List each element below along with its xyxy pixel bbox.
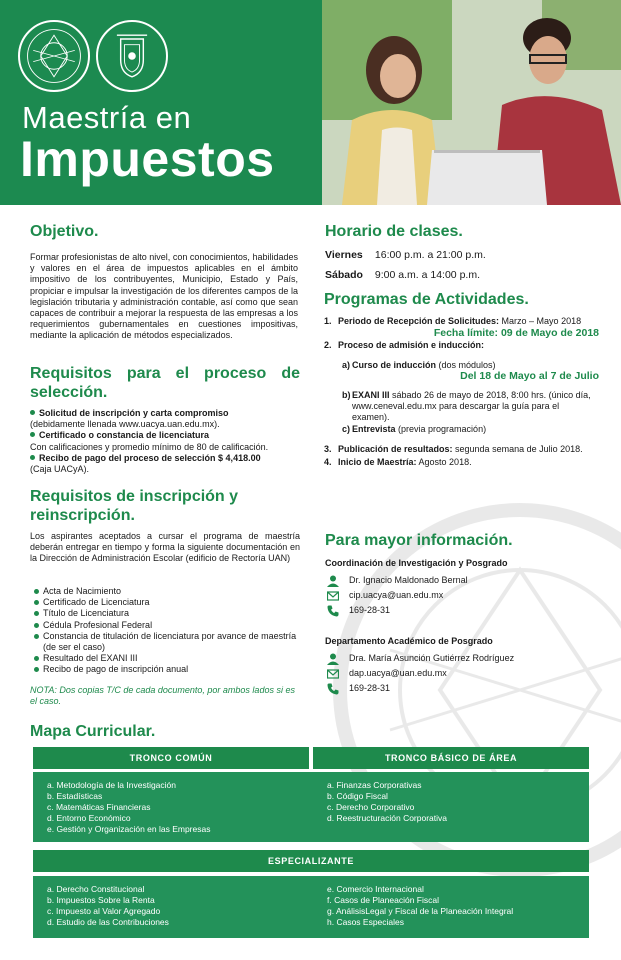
horario-title: Horario de clases.	[325, 223, 463, 240]
list-item-detail: (Caja UACyA).	[30, 464, 90, 475]
list-item: Resultado del EXANI III	[34, 653, 304, 664]
person-icon	[327, 575, 349, 587]
contact-phone: 169-28-31	[325, 681, 605, 696]
tronco-comun-header: TRONCO COMÚN	[33, 747, 309, 769]
list-item: Título de Licenciatura	[34, 608, 304, 619]
especializante-panel	[33, 876, 589, 938]
header-green-panel	[0, 0, 322, 205]
program-title-line2: Impuestos	[20, 131, 275, 187]
contact-person: Dr. Ignacio Maldonado Bernal	[325, 573, 605, 588]
list-item: h. Casos Especiales	[327, 917, 405, 927]
horario-time: 16:00 p.m. a 21:00 p.m.	[374, 249, 486, 261]
tronco-comun-list	[47, 780, 307, 835]
list-subitem: a) Curso de inducción (dos módulos)	[342, 359, 496, 370]
list-item: b. Estadísticas	[47, 791, 103, 801]
horario-time: 9:00 a.m. a 14:00 p.m.	[374, 269, 480, 281]
list-item: c. Matemáticas Financieras	[47, 802, 151, 812]
contact-person: Dra. María Asunción Gutiérrez Rodríguez	[325, 651, 605, 666]
list-item: Acta de Nacimiento	[34, 586, 304, 597]
students-photo	[322, 0, 621, 205]
bullet-icon	[34, 589, 39, 594]
unidad-academica-seal-logo	[18, 20, 90, 92]
list-item: c. Impuesto al Valor Agregado	[47, 906, 161, 916]
list-item: f. Casos de Planeación Fiscal	[327, 895, 439, 905]
list-item: 2. Proceso de admisión e inducción:	[324, 340, 485, 351]
list-item: Certificado o constancia de licenciatura	[30, 430, 300, 441]
programa-title: Programas de Actividades.	[324, 291, 529, 308]
list-item: a. Metodología de la Investigación	[47, 780, 177, 790]
especializante-header: ESPECIALIZANTE	[33, 850, 589, 872]
header-banner	[0, 0, 621, 205]
list-item: 4. Inicio de Maestría: Agosto 2018.	[324, 457, 472, 468]
dept-name: Coordinación de Investigación y Posgrado	[325, 558, 508, 568]
tronco-basico-list	[327, 780, 587, 824]
bullet-icon	[34, 623, 39, 628]
bullet-icon	[34, 667, 39, 672]
especializante-list-right	[327, 884, 587, 928]
horario-block	[325, 245, 486, 285]
tronco-panel	[33, 772, 589, 842]
bullet-icon	[30, 410, 35, 415]
req-inscripcion-title: Requisitos de inscripción y reinscripción.	[30, 488, 239, 524]
especializante-list-left	[47, 884, 307, 928]
horario-day: Sábado	[325, 269, 363, 281]
objetivo-title: Objetivo.	[30, 223, 99, 240]
list-item: a. Finanzas Corporativas	[327, 780, 422, 790]
objetivo-text: Formar profesionistas de alto nivel, con conocimientos, habilidades y valores en el área de impuestos aplicables en el ámbito impositivo de los contribuyentes, Municipio, Estado y País, propiciar e impulsar la investigación de los diferentes campos de la legislación tributaria y administración contable, así como que sean capaces de contribuir a mejorar la respuesta de las empresas a los requerimientos gubernamentales en cuestiones impositivas, mediante la aplicación de métodos especializados.	[30, 252, 298, 341]
list-item: a. Derecho Constitucional	[47, 884, 145, 894]
list-item: e. Gestión y Organización en las Empresas	[47, 824, 211, 834]
phone-icon	[327, 605, 349, 617]
list-item: d. Reestructuración Corporativa	[327, 813, 448, 823]
list-item: c. Derecho Corporativo	[327, 802, 415, 812]
list-item: Certificado de Licenciatura	[34, 597, 304, 608]
list-item: Cédula Profesional Federal	[34, 620, 304, 631]
list-subitem: c) Entrevista (previa programación)	[342, 423, 487, 434]
list-item: Constancia de titulación de licenciatura por avance de maestría (de ser el caso)	[34, 631, 304, 653]
bullet-icon	[34, 634, 39, 639]
list-item: d. Entorno Económico	[47, 813, 131, 823]
list-item: b. Impuestos Sobre la Renta	[47, 895, 155, 905]
req-proceso-list	[30, 408, 300, 475]
req-inscripcion-text: Los aspirantes aceptados a cursar el programa de maestría deberán entregar en tiempo y forma la siguiente documentación en la Dirección de Administración Escolar (edificio de Rectoría UAN)	[30, 531, 300, 564]
list-item-detail: Con calificaciones y promedio mínimo de 80 de calificación.	[30, 441, 269, 452]
list-item: Recibo de pago de inscripción anual	[34, 664, 304, 675]
req-inscripcion-list	[34, 586, 304, 676]
mapa-title: Mapa Curricular.	[30, 723, 156, 740]
horario-day: Viernes	[325, 249, 363, 261]
list-item: 1. Periodo de Recepción de Solicitudes: Marzo – Mayo 2018	[324, 316, 582, 326]
req-proceso-title: Requisitos para el proceso de selección.	[30, 365, 300, 401]
bullet-icon	[30, 432, 35, 437]
envelope-icon	[327, 668, 349, 680]
bullet-icon	[34, 611, 39, 616]
list-item: Solicitud de inscripción y carta compromiso	[30, 408, 300, 419]
university-coat-of-arms-logo	[96, 20, 168, 92]
bullet-icon	[30, 455, 35, 460]
person-icon	[327, 653, 349, 665]
programa-list	[324, 316, 599, 468]
program-title-line1: Maestría en	[22, 100, 192, 135]
list-item: e. Comercio Internacional	[327, 884, 424, 894]
dept-name: Departamento Académico de Posgrado	[325, 636, 493, 647]
contact-email[interactable]: cip.uacya@uan.edu.mx	[325, 588, 605, 603]
contact-block	[325, 558, 605, 696]
info-title: Para mayor información.	[325, 532, 513, 549]
list-subitem: b) EXANI III sábado 26 de mayo de 2018, 8:00 hrs. (único día, www.ceneval.edu.mx para descargar la guía para el examen).	[342, 390, 591, 423]
bullet-icon	[34, 656, 39, 661]
list-item: d. Estudio de las Contribuciones	[47, 917, 169, 927]
tronco-basico-header: TRONCO BÁSICO DE ÁREA	[313, 747, 589, 769]
deadline-text: Fecha límite: 09 de Mayo de 2018	[433, 327, 599, 340]
list-item: Recibo de pago del proceso de selección $ 4,418.00	[30, 453, 300, 464]
list-item: b. Código Fiscal	[327, 791, 388, 801]
bullet-icon	[34, 600, 39, 605]
phone-icon	[327, 683, 349, 695]
nota-text: NOTA: Dos copias T/C de cada documento, por ambos lados si es el caso.	[30, 685, 295, 707]
list-item: 3. Publicación de resultados: segunda semana de Julio 2018.	[324, 443, 583, 454]
contact-phone: 169-28-31	[325, 603, 605, 618]
list-item-detail: (debidamente llenada www.uacya.uan.edu.mx).	[30, 419, 220, 430]
envelope-icon	[327, 590, 349, 602]
contact-email[interactable]: dap.uacya@uan.edu.mx	[325, 666, 605, 681]
induction-dates-text: Del 18 de Mayo al 7 de Julio	[460, 369, 599, 382]
list-item: g. AnálisisLegal y Fiscal de la Planeación Integral	[327, 906, 514, 916]
